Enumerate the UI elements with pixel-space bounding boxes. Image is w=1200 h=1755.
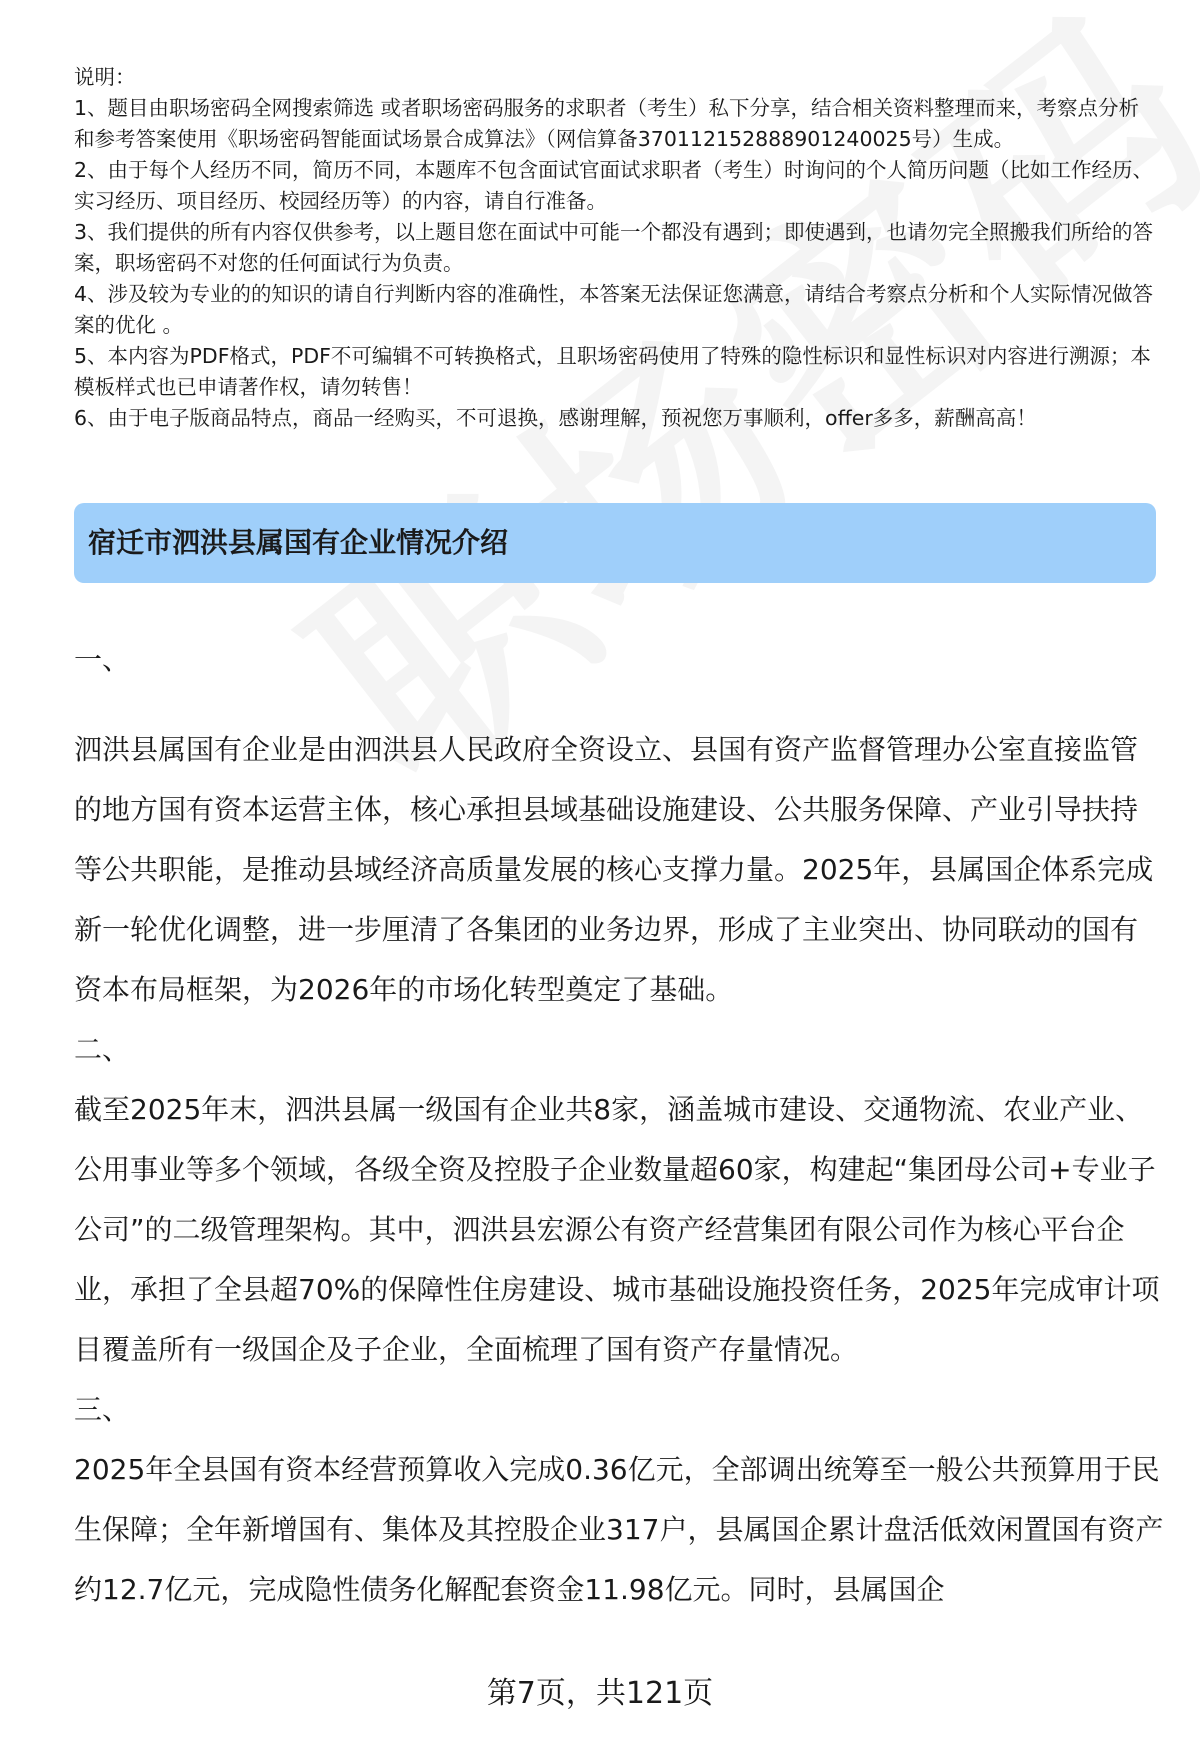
part-heading-1: 一、 <box>74 643 131 676</box>
notice-item: 4、涉及较为专业的的知识的请自行判断内容的准确性，本答案无法保证您满意，请结合考察点分析和个人实际情况做答案的优化 。 <box>74 282 1154 337</box>
notice-item: 2、由于每个人经历不同，简历不同，本题库不包含面试官面试求职者（考生）时询问的个人简历问题（比如工作经历、实习经历、项目经历、校园经历等）的内容，请自行准备。 <box>74 158 1154 213</box>
notice-title: 说明： <box>74 65 136 89</box>
section-title: 宿迁市泗洪县属国有企业情况介绍 <box>88 526 509 559</box>
notice-item: 6、由于电子版商品特点，商品一经购买，不可退换，感谢理解，预祝您万事顺利，offer多多，薪酬高高！ <box>74 406 1037 430</box>
notice-item: 5、本内容为PDF格式，PDF不可编辑不可转换格式，且职场密码使用了特殊的隐性标识和显性标识对内容进行溯源；本模板样式也已申请著作权，请勿转售！ <box>74 344 1151 399</box>
notice-item: 3、我们提供的所有内容仅供参考，以上题目您在面试中可能一个都没有遇到；即使遇到，也请勿完全照搬我们所给的答案，职场密码不对您的任何面试行为负责。 <box>74 220 1154 275</box>
paragraph-3: 2025年全县国有资本经营预算收入完成0.36亿元，全部调出统筹至一般公共预算用于民生保障；全年新增国有、集体及其控股企业317户，县属国企累计盘活低效闲置国有资产约12.7亿元，完成隐性债务化解配套资金11.98亿元。同时，县属国企 <box>74 1453 1164 1606</box>
notice-item: 1、题目由职场密码全网搜索筛选 或者职场密码服务的求职者（考生）私下分享，结合相关资料整理而来，考察点分析和参考答案使用《职场密码智能面试场景合成算法》（网信算备370112152888901240025号）生成。 <box>74 96 1140 151</box>
paragraph-1: 泗洪县属国有企业是由泗洪县人民政府全资设立、县国有资产监督管理办公室直接监管的地方国有资本运营主体，核心承担县域基础设施建设、公共服务保障、产业引导扶持等公共职能，是推动县域经济高质量发展的核心支撑力量。2025年，县属国企体系完成新一轮优化调整，进一步厘清了各集团的业务边界，形成了主业突出、协同联动的国有资本布局框架，为2026年的市场化转型奠定了基础。 <box>74 733 1154 1006</box>
page-number: 第7页，共121页 <box>486 1676 714 1711</box>
section-header <box>74 503 1156 583</box>
article-body <box>74 630 1164 1620</box>
part-heading-3: 三、 <box>74 1393 131 1426</box>
paragraph-2: 截至2025年末，泗洪县属一级国有企业共8家，涵盖城市建设、交通物流、农业产业、公用事业等多个领域，各级全资及控股子企业数量超60家，构建起“集团母公司+专业子公司”的二级管理架构。其中，泗洪县宏源公有资产经营集团有限公司作为核心平台企业，承担了全县超70%的保障性住房建设、城市基础设施投资任务，2025年完成审计项目覆盖所有一级国企及子企业，全面梳理了国有资产存量情况。 <box>74 1093 1160 1366</box>
notice-block <box>74 62 1154 434</box>
part-heading-2: 二、 <box>74 1033 131 1066</box>
